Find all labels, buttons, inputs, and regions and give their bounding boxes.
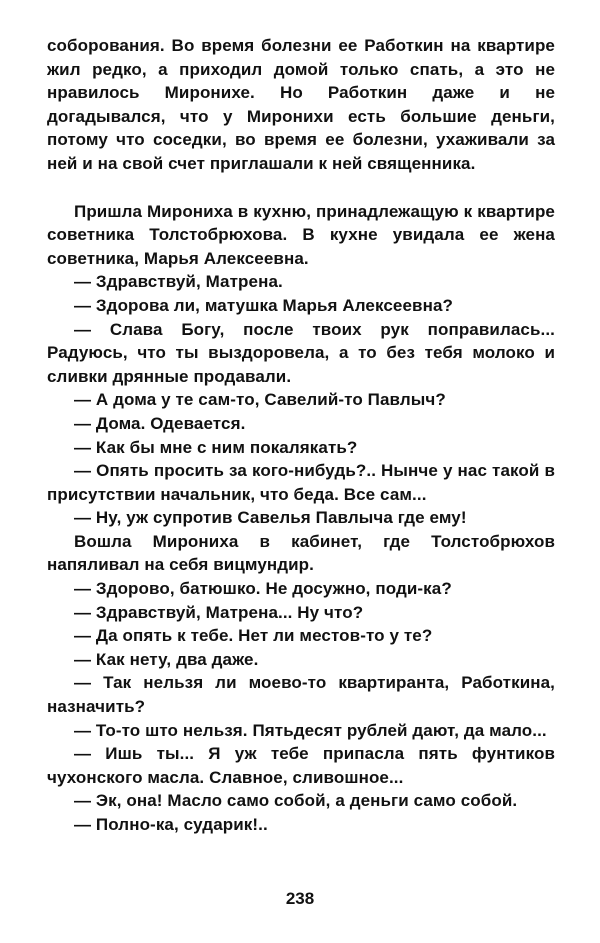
dialogue-line: — А дома у те сам-то, Савелий-то Павлыч? — [74, 390, 446, 410]
dialogue-line: — Слава Богу, после твоих рук поправилась... Радуюсь, что ты выздоровела, а то без тебя молоко и сливки дрянные продавали. — [47, 319, 555, 386]
dialogue-line: — Здорова ли, матушка Марья Алексеевна? — [74, 295, 453, 315]
paragraph-kitchen-scene: Пришла Мирониха в кухню, принадлежащую к квартире советника Толстобрюхова. В кухне увидала ее жена советника, Марья Алексеевна. — [47, 201, 555, 268]
dialogue-line: — Здорово, батюшко. Не досужно, поди-ка? — [74, 579, 452, 599]
paragraph-continuation: соборования. Во время болезни ее Работкин на квартире жил редко, а приходил домой только спать, а это не нравилось Миронихе. Но Работкин даже и не догадывался, что у Миронихи есть большие деньги, потому что соседки, во время ее болезни, ухаживали за ней и на свой счет приглашали к ней священника. — [47, 36, 555, 173]
dialogue-line: — Да опять к тебе. Нет ли местов-то у те? — [74, 626, 433, 646]
dialogue-line: — Ну, уж супротив Савелья Павлыча где ему! — [74, 508, 467, 528]
page-number: 238 — [285, 889, 315, 908]
dialogue-line: — Как нету, два даже. — [74, 649, 259, 669]
dialogue-line: — Дома. Одевается. — [74, 413, 246, 433]
dialogue-line: — Ишь ты... Я уж тебе припасла пять фунтиков чухонского масла. Славное, сливошное... — [47, 744, 555, 787]
paragraph-cabinet-scene: Вошла Мирониха в кабинет, где Толстобрюхов напяливал на себя вицмундир. — [47, 531, 555, 575]
book-page-text — [47, 34, 555, 914]
dialogue-line: — Здравствуй, Матрена. — [74, 272, 283, 292]
dialogue-line: — Так нельзя ли моево-то квартиранта, Работкина, назначить? — [47, 673, 555, 717]
dialogue-line: — Как бы мне с ним покалякать? — [74, 437, 358, 457]
dialogue-line: — Полно-ка, сударик!.. — [74, 815, 268, 834]
dialogue-line: — То-то што нельзя. Пятьдесят рублей дают, да мало... — [74, 720, 547, 740]
dialogue-line: — Эк, она! Масло само собой, а деньги само собой. — [74, 791, 518, 811]
dialogue-line: — Здравствуй, Матрена... Ну что? — [74, 602, 364, 622]
dialogue-line: — Опять просить за кого-нибудь?.. Нынче у нас такой в присутствии начальник, что беда. Все сам... — [47, 461, 555, 504]
